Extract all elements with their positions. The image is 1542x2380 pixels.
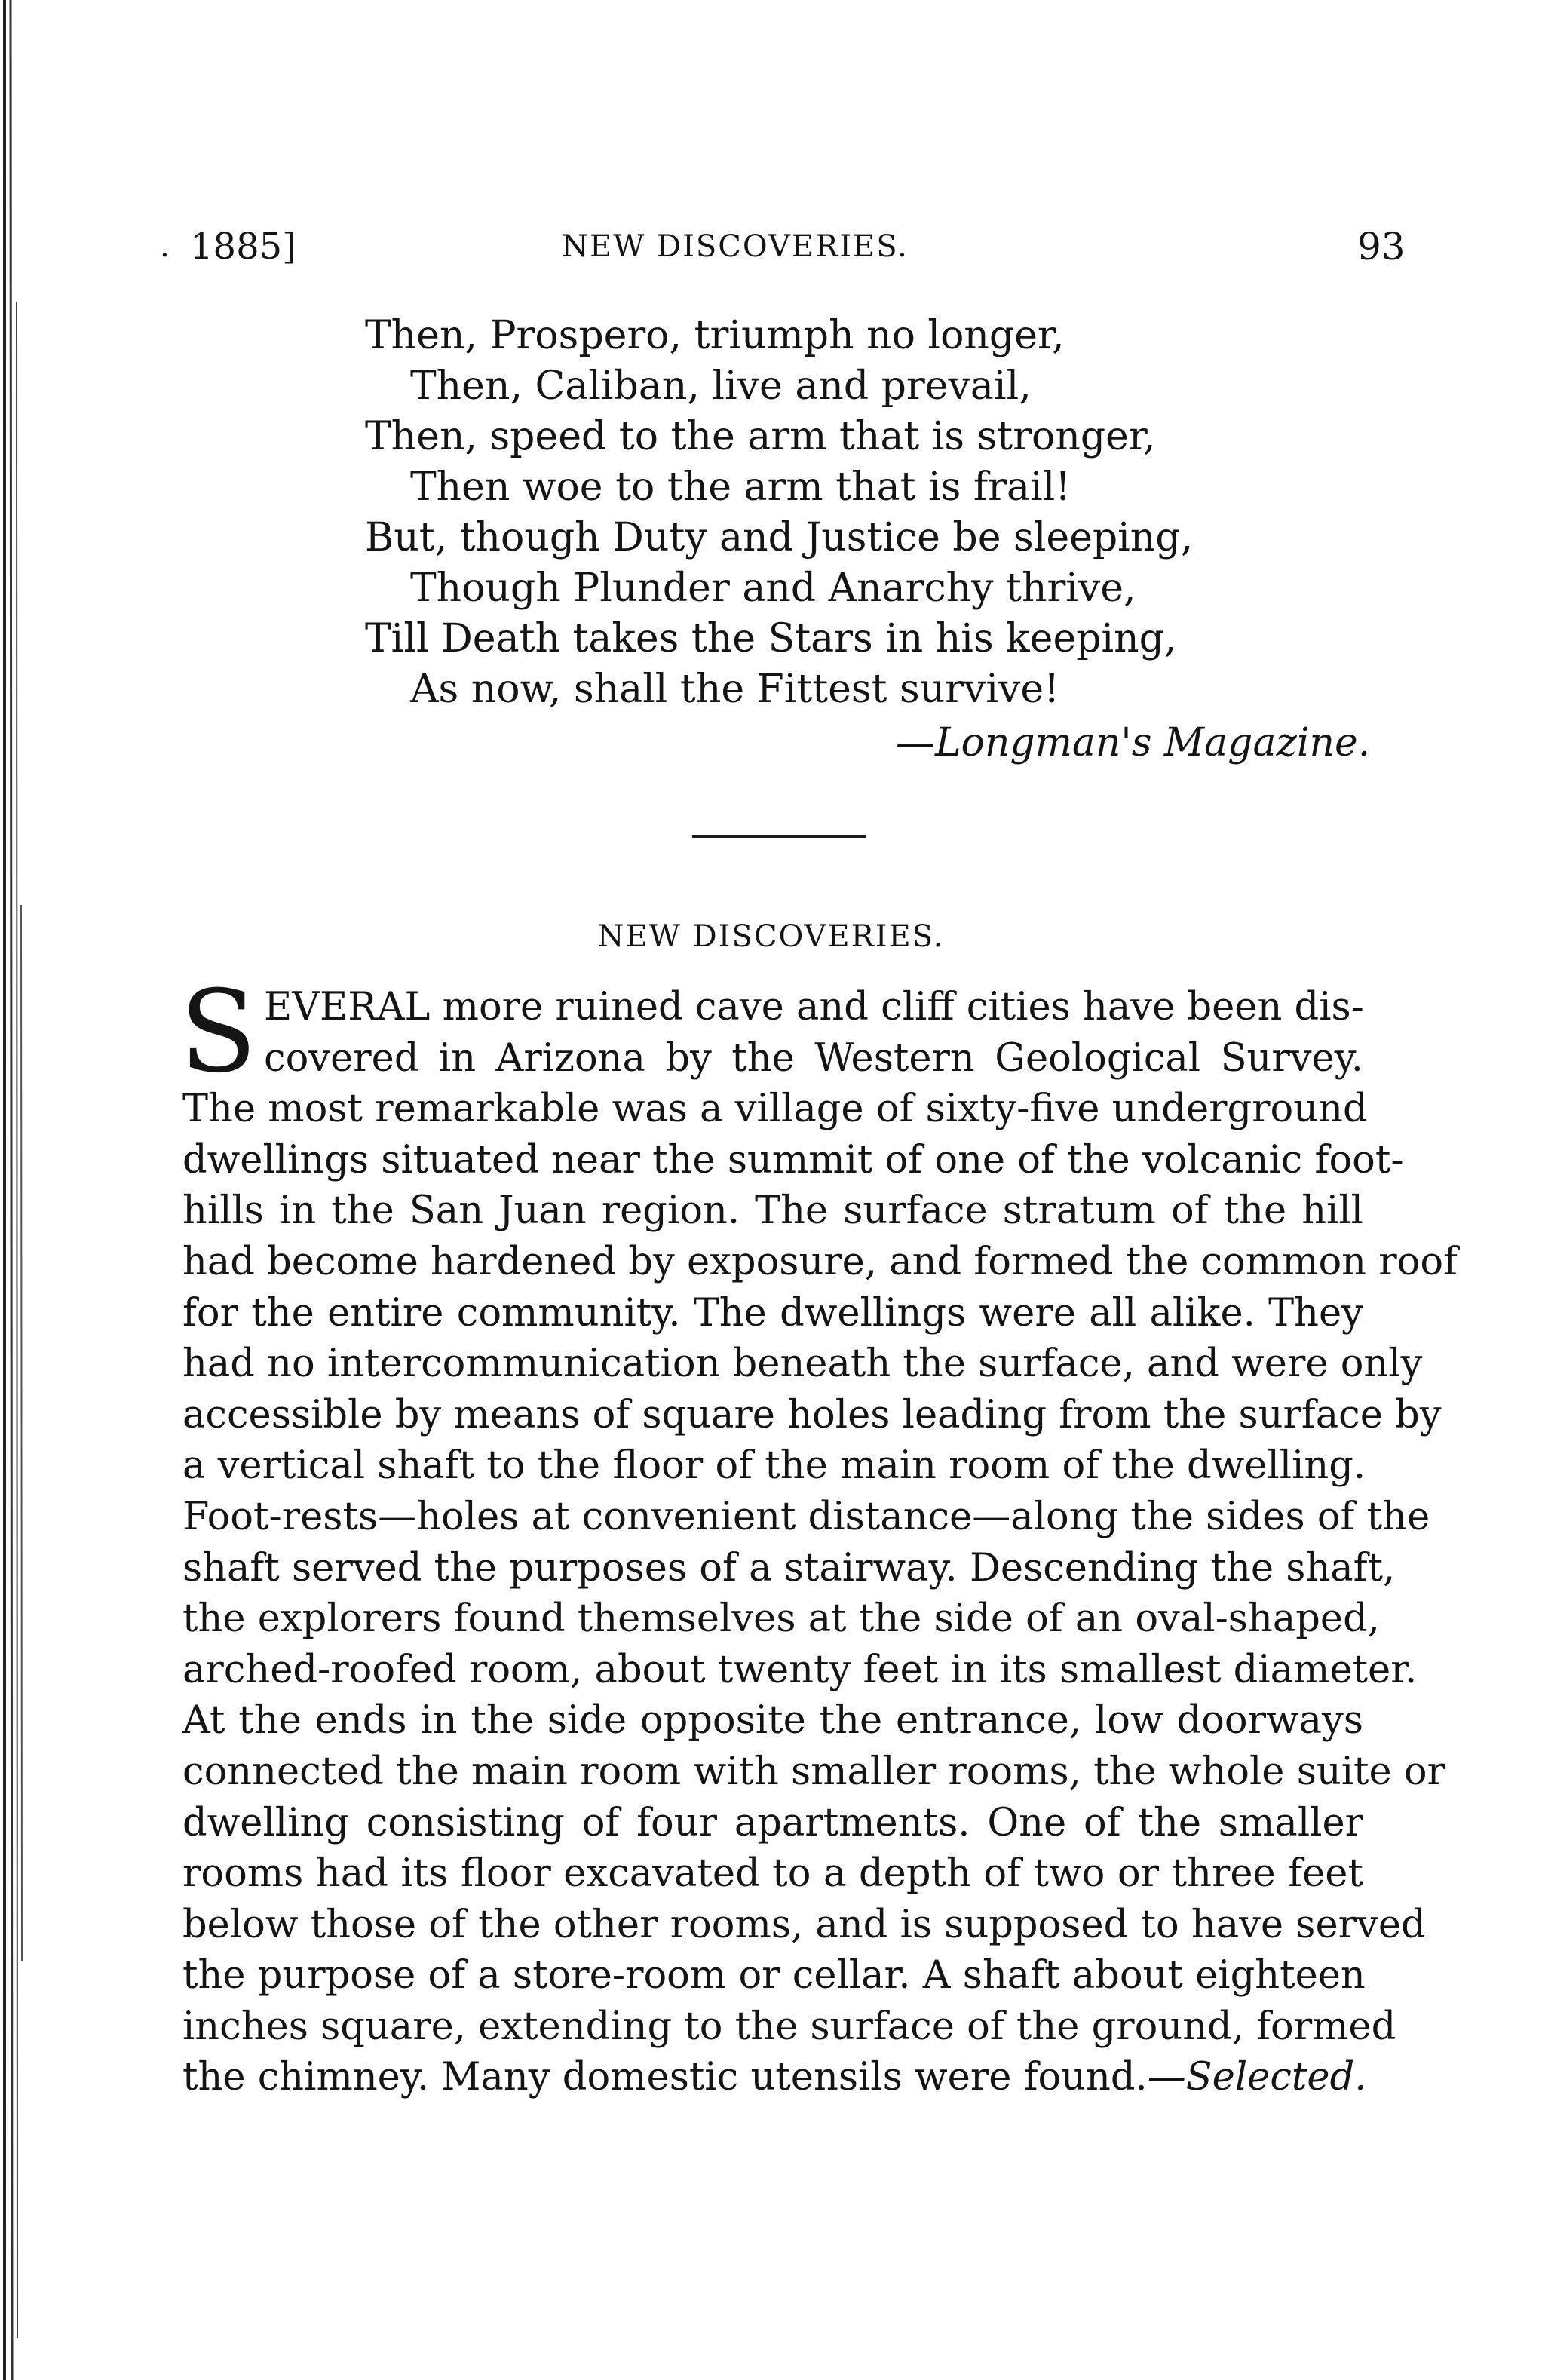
article-line: connected the main room with smaller rooms, the whole suite or	[182, 1749, 1446, 1794]
article-source: —Selected.	[1147, 2055, 1367, 2100]
article-line: The most remarkable was a village of sixty-five underground	[182, 1087, 1368, 1132]
article-line: dwelling consisting of four apartments. One of the smaller	[182, 1800, 1363, 1845]
article-line: had no intercommunication beneath the surface, and were only	[182, 1342, 1423, 1387]
article-line: Foot-rests—holes at convenient distance—along the sides of the	[182, 1494, 1430, 1539]
article-title: NEW DISCOVERIES.	[597, 919, 945, 954]
article-line: hills in the San Juan region. The surface stratum of the hill	[182, 1188, 1363, 1234]
article-line: had become hardened by exposure, and formed the common roof	[182, 1239, 1458, 1284]
header-running-title: NEW DISCOVERIES.	[562, 229, 909, 264]
article-line: the purpose of a store-room or cellar. A shaft about eighteen	[182, 1953, 1366, 1998]
article-last-line	[182, 2052, 1367, 2103]
header-dot: .	[160, 229, 170, 264]
article-line: EVERAL more ruined cave and cliff cities have been dis-	[264, 985, 1364, 1029]
poem-line: Then, speed to the arm that is stronger,	[365, 414, 1156, 459]
section-divider	[692, 835, 866, 838]
poem-line: Then, Caliban, live and prevail,	[410, 363, 1032, 409]
poem-line: Though Plunder and Anarchy thrive,	[410, 566, 1136, 611]
article-line: below those of the other rooms, and is supposed to have served	[182, 1902, 1426, 1947]
poem-line: As now, shall the Fittest survive!	[410, 667, 1060, 712]
header-year: 1885]	[190, 225, 296, 268]
poem-attribution: —Longman's Magazine.	[896, 720, 1371, 765]
article-line: shaft served the purposes of a stairway. Descending the shaft,	[182, 1545, 1396, 1590]
article-line: dwellings situated near the summit of one of the volcanic foot-	[182, 1137, 1404, 1182]
header-page-number: 93	[1357, 225, 1406, 268]
article-line: arched-roofed room, about twenty feet in its smallest diameter.	[182, 1647, 1418, 1692]
poem	[365, 311, 1421, 715]
drop-cap: S	[179, 967, 257, 1098]
poem-line: Then woe to the arm that is frail!	[410, 465, 1071, 510]
poem-line: But, though Duty and Justice be sleeping,	[365, 515, 1194, 560]
poem-line: Till Death takes the Stars in his keeping,	[365, 616, 1177, 661]
page-binding-edge	[0, 0, 26, 2380]
article-line: covered in Arizona by the Western Geological Survey.	[264, 1035, 1363, 1081]
article-line: the chimney. Many domestic utensils were found.	[182, 2055, 1148, 2100]
article-line: rooms had its floor excavated to a depth of two or three feet	[182, 1851, 1363, 1897]
article-line: accessible by means of square holes leading from the surface by	[182, 1392, 1442, 1437]
running-header	[0, 220, 1542, 273]
article-line: the explorers found themselves at the side of an oval-shaped,	[182, 1596, 1380, 1642]
article-line: for the entire community. The dwellings were all alike. They	[182, 1290, 1363, 1336]
article-line: inches square, extending to the surface of the ground, formed	[182, 2004, 1396, 2049]
poem-line: Then, Prospero, triumph no longer,	[365, 313, 1065, 358]
article-line: a vertical shaft to the floor of the main room of the dwelling.	[182, 1443, 1366, 1489]
article-body	[179, 967, 1458, 2103]
article-line: At the ends in the side opposite the entrance, low doorways	[182, 1698, 1363, 1744]
